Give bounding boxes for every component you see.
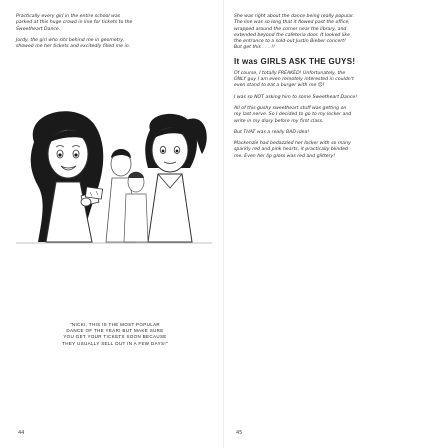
girl-illustration [16,102,212,267]
chapter-heading: It was GIRLS ASK THE GUYS! [234,56,356,66]
right-paragraph: She was right about the dance being really popular. The line was so long that it flowed past the office, wrapped around the corner near the library, and extended beyond the cafeteria door. It looked like the entrance to a sold-out Justin Bieber concert! But get this . . . !! [234,14,355,51]
right-paragraph: Of course, I totally FREAKED! Unfortunately, the ONLY guy I am even remotely interested in couldn't even stand to eat a burger with me ☹! [234,70,354,89]
left-paragraph: Practically every girl in the entire school was parked at this huge crowd in line for tickets to the Sweetheart Dance. [16,14,133,32]
right-paragraph: I was so NOT asking him to some Sweetheart Dance! [234,94,358,100]
crowd-figures [106,149,148,242]
nikki-figure [145,114,207,242]
right-paragraph: Mackenzie had bedazzled her locker with so many sparkly red and pink hearts, it practically blinded me. Even her lip gloss was red and glittery! [234,141,351,159]
page-number: 44 [18,430,25,436]
right-page [224,0,448,448]
right-paragraph: But THAT was a really BAD idea! [234,129,310,135]
page-number: 45 [236,430,243,436]
jordy-figure [31,111,104,242]
right-paragraph: All of this gushy sweetheart stuff was getting on my last nerve. So I decided to go to my locker and write in my diary before my first class. [234,105,352,124]
illustration-caption: "NICKI, THIS IS THE MOST POPULAR DANCE OF THE YEAR! BUT MAKE SURE YOU GET YOUR TICKETS SOON BECAUSE THEY USUALLY SELL OUT IN A FEW DAYS!" [62,322,168,346]
left-paragraph: Jordy, the girl who sits behind me in geometry, showed me her tickets and excitedly filled me in. [16,37,131,50]
